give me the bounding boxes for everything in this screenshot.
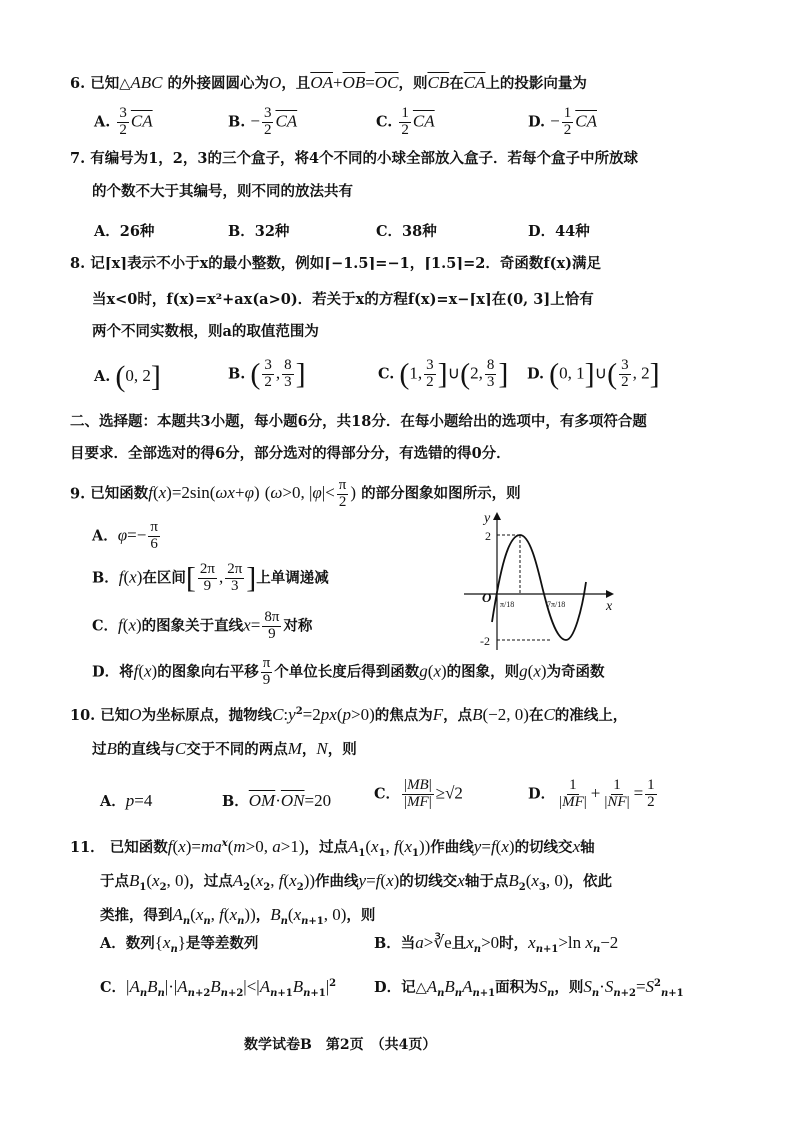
q10-option-d[interactable]: D． $\frac{1}{|MF|}$ + $\frac{1}{|NF|}$ = $\frac{1}{2}$ (528, 777, 655, 810)
section2-heading: 二、选择题：本题共3小题，每小题6分，共18分．在每小题给出的选项中，有多项符合题 (70, 413, 647, 430)
q8-option-a[interactable]: A. (0, 2] (94, 360, 161, 393)
q9-number: 9. (70, 485, 86, 503)
q6-stem (70, 72, 587, 93)
q9-option-d[interactable]: D．将f(x)的图象向右平移 $\frac{\pi}{9}$ 个单位长度后得到函数g(x)的图象，则g(x)为奇函数 (92, 655, 605, 688)
q7-option-d[interactable]: D．44种 (528, 223, 590, 240)
q7-option-b[interactable]: B．32种 (228, 223, 290, 240)
q10-line2: 过B的直线与C交于不同的两点M，N，则 (92, 739, 357, 758)
q11-option-b[interactable]: B．当a>∛e且$x_n>0$时，$x_{n+1}>\ln$ $x_n-2$ (374, 933, 619, 955)
q6-option-d[interactable]: D. − $\frac{1}{2}$ $\overline{CA}$ (528, 105, 597, 138)
q11-line2: 于点$B_1(x_2$, 0)，过点$A_2(x_2$, $f(x_2)$)作曲线y=f(x)的切线交x轴于点$B_2(x_3$, 0)，依此 (100, 871, 613, 893)
q10-line1: 10. 已知O为坐标原点，抛物线$C:y^2=2px(p>0)$的焦点为F，点B(−2, 0)在C的准线上， (70, 705, 628, 724)
q11-number: 11． (70, 839, 105, 856)
x-axis-label: x (606, 599, 613, 614)
q10-option-c[interactable]: C． $\frac{|MB|}{|MF|}$ ≥√2 (374, 777, 463, 810)
y-min-label: -2 (480, 634, 490, 648)
y-axis-label: y (484, 511, 491, 526)
q7-line2: 的个数不大于其编号，则不同的放法共有 (92, 183, 353, 200)
q8-option-c[interactable]: C. (1, $\frac{3}{2}$ ]∪(2, $\frac{8}{3}$ ] (378, 357, 509, 391)
q9-sine-graph (456, 510, 626, 655)
q7-option-c[interactable]: C．38种 (376, 223, 437, 240)
q6-option-b[interactable]: B. − $\frac{3}{2}$ $\overline{CA}$ (228, 105, 298, 138)
q11-line3: 类推，得到$A_n(x_n$, $f(x_n)$)，$B_n(x_{n+1}$, 0)，则 (100, 905, 376, 927)
tick-pi-18: π/18 (500, 600, 515, 609)
page-footer: 数学试卷B 第2页 （共4页） (244, 1037, 437, 1053)
x-axis-arrow (606, 590, 614, 598)
q6-text: 已知△ABC 的外接圆圆心为O，且$\overline{OA}+\overline{OB}=\overline{OC}$，则$\overline{CB}$在$\overline{CA}$上的投影向量为 (90, 73, 587, 92)
q7-number: 7. (70, 150, 86, 167)
q10-option-b[interactable]: B．$\overline{OM}\cdot\overline{ON}=20$ (222, 791, 332, 810)
q8-line1: 8. 记⌈x⌉表示不小于x的最小整数，例如⌈−1.5⌉=−1，⌈1.5⌉=2．奇函数f(x)满足 (70, 255, 601, 272)
q8-option-d[interactable]: D. (0, 1]∪( $\frac{3}{2}$ , 2] (527, 357, 660, 391)
sine-curve (492, 535, 586, 640)
q6-option-c[interactable]: C. $\frac{1}{2}$ $\overline{CA}$ (376, 105, 435, 138)
q8-line3: 两个不同实数根，则a的取值范围为 (92, 323, 319, 340)
y-max-label: 2 (485, 529, 491, 543)
q10-option-a[interactable]: A．p=4 (100, 791, 153, 810)
q11-option-c[interactable]: C．$|A_nB_n|\cdot|A_{n+2}B_{n+2}|<|A_{n+1}B_{n+1}|^2$ (100, 977, 337, 999)
tick-7pi-18: 7π/18 (547, 600, 566, 609)
y-axis-arrow (493, 512, 501, 520)
origin-label: O (482, 590, 492, 605)
q6-option-a[interactable]: A. $\frac{3}{2}$ $\overline{CA}$ (94, 105, 153, 138)
q9-stem: 9. 已知函数f(x)=2sin(ωx+φ) (ω>0, |φ|< $\frac{\pi}{2}$ ) 的部分图象如图所示，则 (70, 477, 521, 510)
q8-option-b[interactable]: B. ( $\frac{3}{2}$ , $\frac{8}{3}$ ] (228, 357, 306, 391)
q7-option-a[interactable]: A．26种 (94, 223, 155, 240)
section2-instructions: 目要求．全部选对的得6分，部分选对的得部分分，有选错的得0分． (70, 445, 511, 462)
q11-line1: 11． 已知函数$f(x)=ma^x(m>0$, a>1)，过点$A_1(x_1$, $f(x_1)$)作曲线y=f(x)的切线交x轴 (70, 837, 595, 859)
q11-option-d[interactable]: D．记$\triangle A_nB_nA_{n+1}$面积为$S_n$，则$S_n\cdot S_{n+2}=S^2_{n+1}$ (374, 977, 684, 999)
q9-option-c[interactable]: C．f(x)的图象关于直线x= $\frac{8\pi}{9}$ 对称 (92, 609, 313, 642)
q11-option-a[interactable]: A．数列$\{x_n\}$是等差数列 (100, 933, 259, 955)
q8-line2: 当x<0时，f(x)=x²+ax(a>0)．若关于x的方程f(x)=x−⌈x⌉在(0, 3]上恰有 (92, 291, 594, 308)
q7-line1: 7. 有编号为1，2，3的三个盒子，将4个不同的小球全部放入盒子．若每个盒子中所放球 (70, 150, 639, 167)
q9-option-b[interactable]: B．f(x)在区间[ $\frac{2\pi}{9}$ , $\frac{2\pi}{3}$ ]上单调递减 (92, 561, 329, 595)
q8-number: 8. (70, 255, 86, 272)
q10-number: 10. (70, 707, 96, 724)
q9-option-a[interactable]: A．φ=− $\frac{\pi}{6}$ (92, 519, 158, 552)
q6-number: 6. (70, 75, 86, 92)
